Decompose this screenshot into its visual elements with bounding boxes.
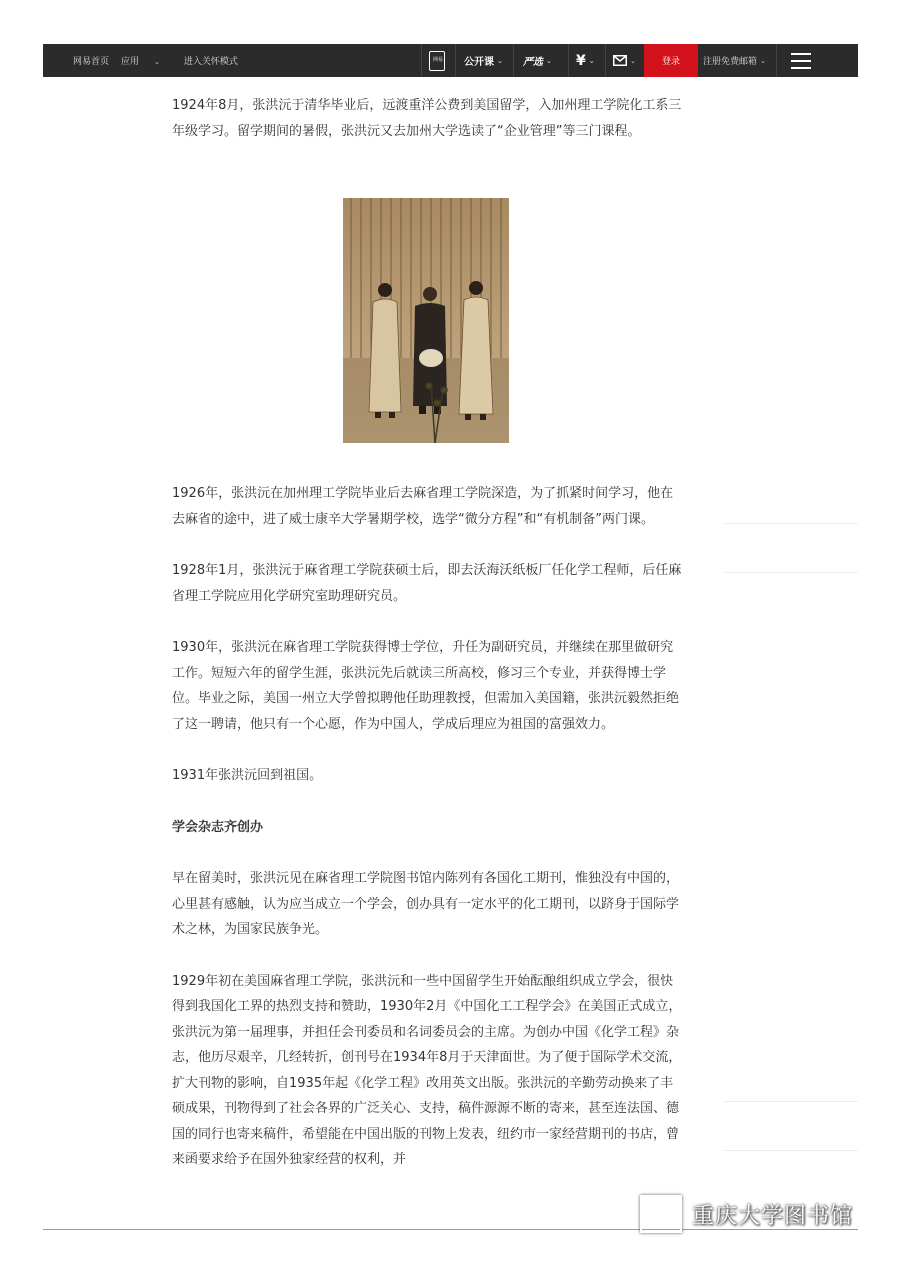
divider (605, 44, 606, 77)
paragraph-early-us: 早在留美时，张洪沅见在麻省理工学院图书馆内陈列有各国化工期刊，惟独没有中国的，心里甚有感触，认为应当成立一个学会，创办具有一定水平的化工期刊，以跻身于国际学术之林，为国家民族争光。 (172, 871, 680, 937)
divider (421, 44, 422, 77)
sidebar-divider (724, 1150, 858, 1151)
article-body (172, 93, 684, 144)
paragraph-1924: 1924年8月，张洪沅于清华毕业后，远渡重洋公费到美国留学，入加州理工学院化工系三年级学习。留学期间的暑假，张洪沅又去加州大学选读了“企业管理”等三门课程。 (172, 98, 682, 139)
divider (776, 44, 777, 77)
paragraph-1928: 1928年1月，张洪沅于麻省理工学院获硕士后，即去沃海沃纸板厂任化学工程师，后任麻省理工学院应用化学研究室助理研究员。 (172, 563, 682, 604)
hamburger-menu-icon[interactable] (791, 53, 811, 69)
article-body-continued (172, 481, 684, 1173)
library-watermark (640, 1193, 853, 1235)
chevron-down-icon: ⌄ (760, 56, 766, 65)
yuan-icon: ¥ (576, 52, 586, 69)
mail-menu[interactable] (613, 44, 636, 77)
phone-icon (429, 51, 445, 71)
divider (513, 44, 514, 77)
photo-illustration (343, 198, 509, 443)
paragraph-1931: 1931年张洪沅回到祖国。 (172, 768, 323, 783)
payment-menu[interactable] (576, 44, 595, 77)
chevron-down-icon: ⌄ (154, 58, 160, 66)
register-label: 注册免费邮箱 (703, 57, 758, 67)
library-logo-icon (640, 1195, 682, 1233)
sidebar-divider (724, 572, 858, 573)
sidebar-divider (724, 1101, 858, 1102)
nav-link-care-mode[interactable]: 进入关怀模式 (183, 57, 238, 67)
yanxuan-menu[interactable] (523, 44, 552, 77)
divider (568, 44, 569, 77)
chevron-down-icon: ⌄ (588, 56, 595, 65)
netease-app-button[interactable] (429, 44, 445, 77)
nav-link-home[interactable]: 网易首页 (73, 57, 110, 67)
phone-icon-label: 网易 (433, 56, 444, 63)
section-heading: 学会杂志齐创办 (172, 819, 264, 835)
chevron-down-icon: ⌄ (546, 56, 552, 65)
sidebar-divider (724, 523, 858, 524)
paragraph-1930: 1930年，张洪沅在麻省理工学院获得博士学位，升任为副研究员，并继续在那里做研究工作。短短六年的留学生涯，张洪沅先后就读三所高校，修习三个专业，并获得博士学位。毕业之际，美国一州立大学曾拟聘他任助理教授，但需加入美国籍，张洪沅毅然拒绝了这一聘请，他只有一个心愿，作为中国人，学成后理应为祖国的富强效力。 (172, 640, 680, 732)
nav-link-apps[interactable]: 应用 ⌄ (121, 57, 160, 67)
register-mail-menu[interactable] (703, 44, 766, 77)
login-button[interactable]: 登录 (644, 44, 698, 77)
open-course-label: 公开课 (464, 57, 494, 68)
paragraph-1926: 1926年，张洪沅在加州理工学院毕业后去麻省理工学院深造，为了抓紧时间学习，他在去麻省的途中，进了威士康辛大学暑期学校，选学“微分方程”和“有机制备”两门课。 (172, 486, 674, 527)
open-course-menu[interactable] (464, 44, 503, 77)
top-nav-bar (43, 44, 858, 77)
chevron-down-icon: ⌄ (497, 56, 503, 65)
nav-left-links (73, 44, 250, 77)
divider (455, 44, 456, 77)
chevron-down-icon: ⌄ (630, 56, 636, 65)
historical-photo (343, 198, 509, 443)
mail-icon (613, 55, 627, 66)
yanxuan-label: 严选 (523, 57, 543, 68)
paragraph-1929: 1929年初在美国麻省理工学院，张洪沅和一些中国留学生开始酝酿组织成立学会，很快得到我国化工界的热烈支持和赞助，1930年2月《中国化工工程学会》在美国正式成立，张洪沅为第一届理事，并担任会刊委员和名词委员会的主席。为创办中国《化学工程》杂志，他历尽艰辛，几经转折，创刊号在1934年8月于天津面世。为了便于国际学术交流，扩大刊物的影响，自1935年起《化学工程》改用英文出版。张洪沅的辛勤劳动换来了丰硕成果，刊物得到了社会各界的广泛关心、支持，稿件源源不断的寄来，甚至连法国、德国的同行也寄来稿件，希望能在中国出版的刊物上发表，纽约市一家经营期刊的书店，曾来函要求给予在国外独家经营的权利，并 (172, 973, 682, 1167)
watermark-text: 重庆大学图书馆 (692, 1203, 854, 1229)
